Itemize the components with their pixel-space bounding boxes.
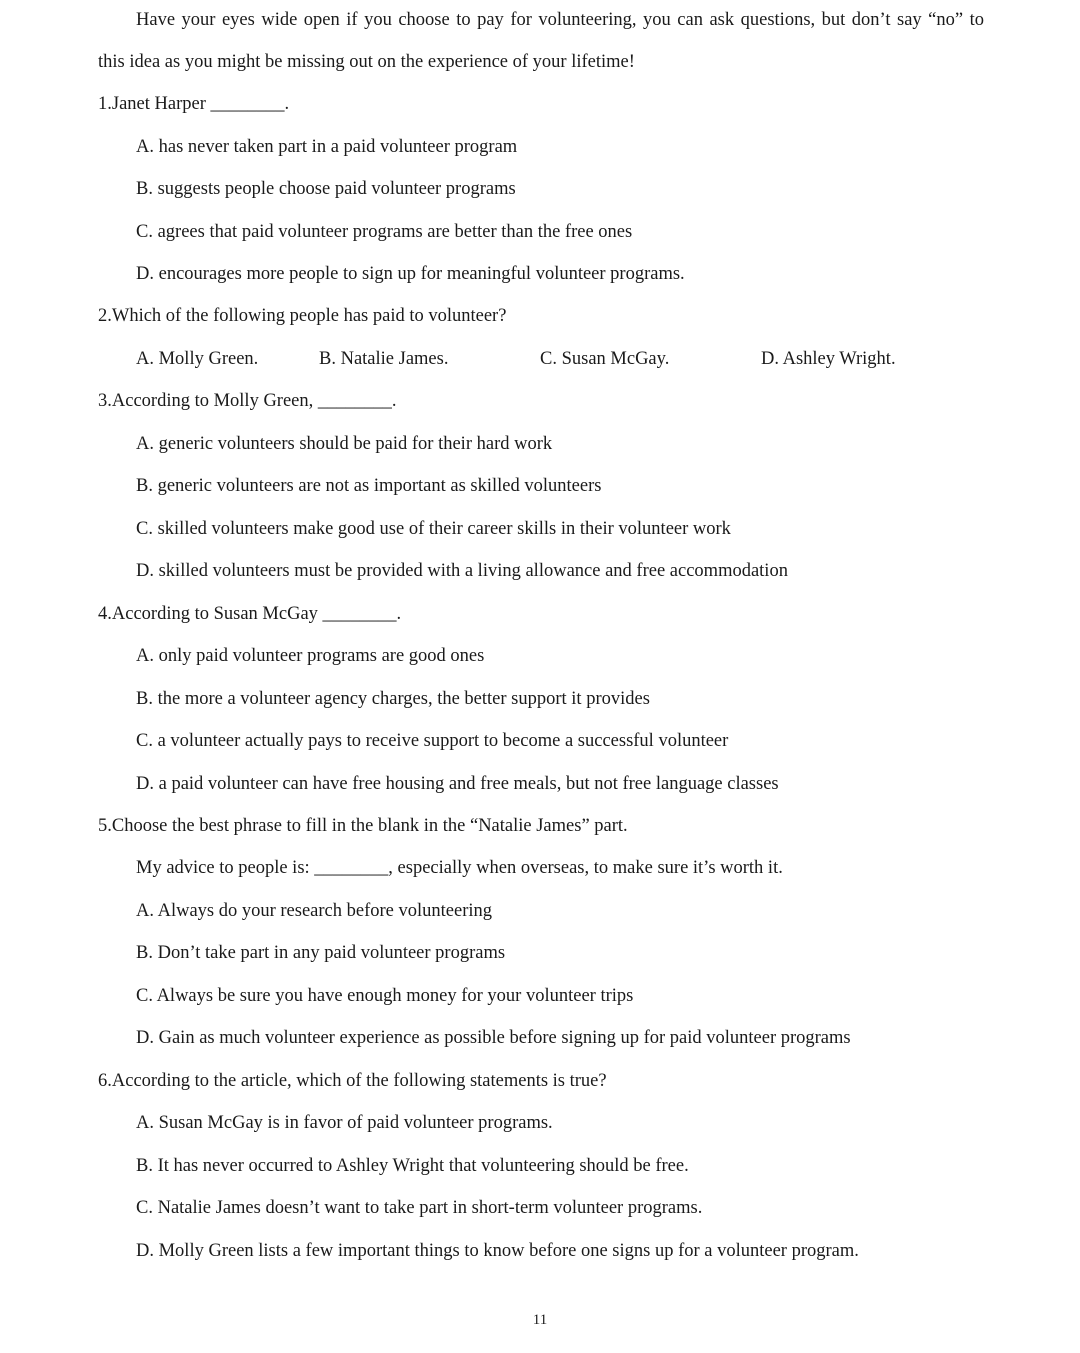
question-3-option-a: A. generic volunteers should be paid for their hard work	[136, 434, 553, 454]
question-2-option-d: D. Ashley Wright.	[761, 349, 896, 369]
question-6-option-a: A. Susan McGay is in favor of paid volunteer programs.	[136, 1113, 553, 1133]
question-5-prompt: My advice to people is: ________, especially when overseas, to make sure it’s worth it.	[136, 858, 783, 878]
question-3-option-c: C. skilled volunteers make good use of their career skills in their volunteer work	[136, 519, 731, 539]
question-1-option-a: A. has never taken part in a paid volunteer program	[136, 137, 518, 157]
question-6-option-b: B. It has never occurred to Ashley Wright that volunteering should be free.	[136, 1156, 689, 1176]
question-6-stem: 6.According to the article, which of the following statements is true?	[98, 1071, 607, 1091]
question-6-option-c: C. Natalie James doesn’t want to take part in short-term volunteer programs.	[136, 1198, 703, 1218]
passage-line-2: this idea as you might be missing out on the experience of your lifetime!	[98, 52, 635, 72]
question-2-option-c: C. Susan McGay.	[540, 349, 670, 369]
question-5-option-a: A. Always do your research before volunteering	[136, 901, 493, 921]
question-6-option-d: D. Molly Green lists a few important things to know before one signs up for a volunteer program.	[136, 1241, 859, 1261]
question-4-stem: 4.According to Susan McGay ________.	[98, 604, 402, 624]
question-3-option-b: B. generic volunteers are not as important as skilled volunteers	[136, 476, 602, 496]
question-1-option-c: C. agrees that paid volunteer programs are better than the free ones	[136, 222, 633, 242]
question-4-option-d: D. a paid volunteer can have free housing and free meals, but not free language classes	[136, 774, 779, 794]
question-4-option-a: A. only paid volunteer programs are good ones	[136, 646, 485, 666]
question-2-option-a: A. Molly Green.	[136, 349, 259, 369]
question-1-option-d: D. encourages more people to sign up for meaningful volunteer programs.	[136, 264, 685, 284]
question-2-stem: 2.Which of the following people has paid to volunteer?	[98, 306, 507, 326]
passage-line-1: Have your eyes wide open if you choose to pay for volunteering, you can ask questions, but don’t say “no” to	[136, 10, 984, 30]
question-5-option-c: C. Always be sure you have enough money for your volunteer trips	[136, 986, 634, 1006]
question-1-option-b: B. suggests people choose paid volunteer programs	[136, 179, 516, 199]
question-5-option-d: D. Gain as much volunteer experience as possible before signing up for paid volunteer programs	[136, 1028, 851, 1048]
question-1-stem: 1.Janet Harper ________.	[98, 94, 290, 114]
question-3-option-d: D. skilled volunteers must be provided with a living allowance and free accommodation	[136, 561, 788, 581]
question-5-stem: 5.Choose the best phrase to fill in the blank in the “Natalie James” part.	[98, 816, 628, 836]
question-2-option-b: B. Natalie James.	[319, 349, 449, 369]
question-4-option-b: B. the more a volunteer agency charges, the better support it provides	[136, 689, 650, 709]
question-3-stem: 3.According to Molly Green, ________.	[98, 391, 397, 411]
question-5-option-b: B. Don’t take part in any paid volunteer programs	[136, 943, 506, 963]
question-4-option-c: C. a volunteer actually pays to receive support to become a successful volunteer	[136, 731, 729, 751]
page-number: 11	[532, 1312, 548, 1328]
